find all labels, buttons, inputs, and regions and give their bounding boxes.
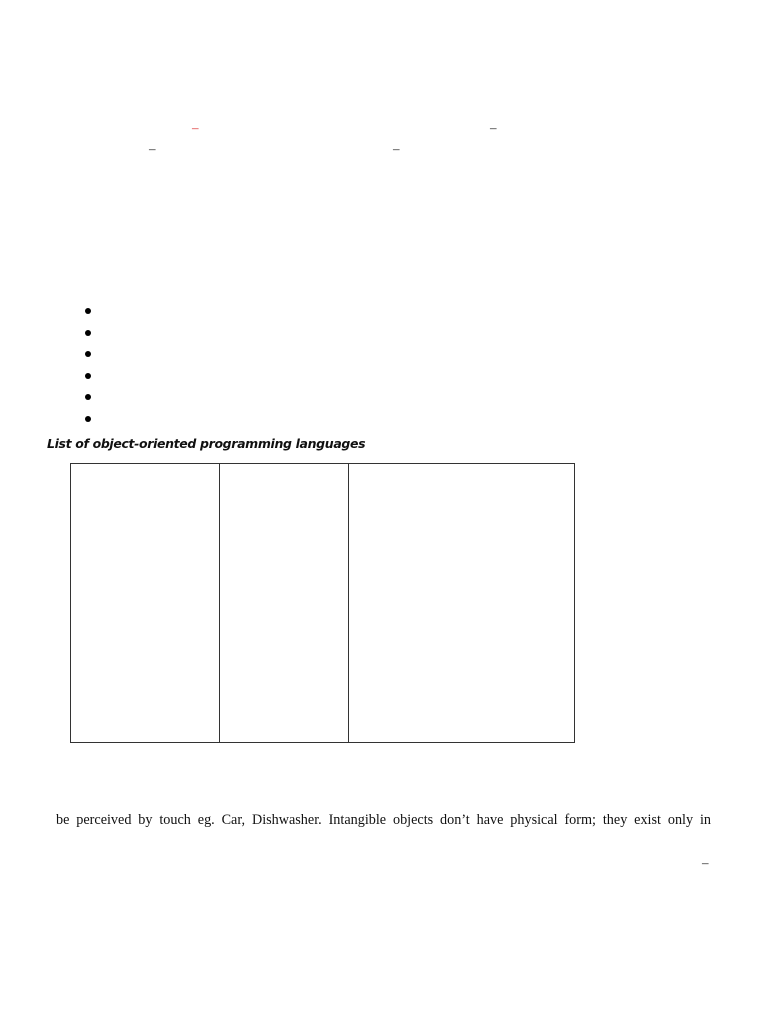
section-heading: List of object-oriented programming languages <box>47 436 366 451</box>
body-text-line: be perceived by touch eg. Car, Dishwasher. Intangible objects don’t have physical form; they exist only in <box>56 812 711 828</box>
table-column <box>220 464 349 742</box>
bullet-dot <box>85 394 91 400</box>
table-column <box>349 464 574 742</box>
red-dash-mark: – <box>192 120 199 135</box>
dash-mark: – <box>149 141 156 156</box>
table-column <box>71 464 220 742</box>
bullet-dot <box>85 330 91 336</box>
bullet-dot <box>85 373 91 379</box>
bullet-dot <box>85 308 91 314</box>
dash-mark: – <box>490 120 497 135</box>
bullet-dot <box>85 416 91 422</box>
dash-mark: – <box>393 141 400 156</box>
dash-mark: – <box>702 855 709 870</box>
bullet-dot <box>85 351 91 357</box>
languages-table <box>70 463 575 743</box>
